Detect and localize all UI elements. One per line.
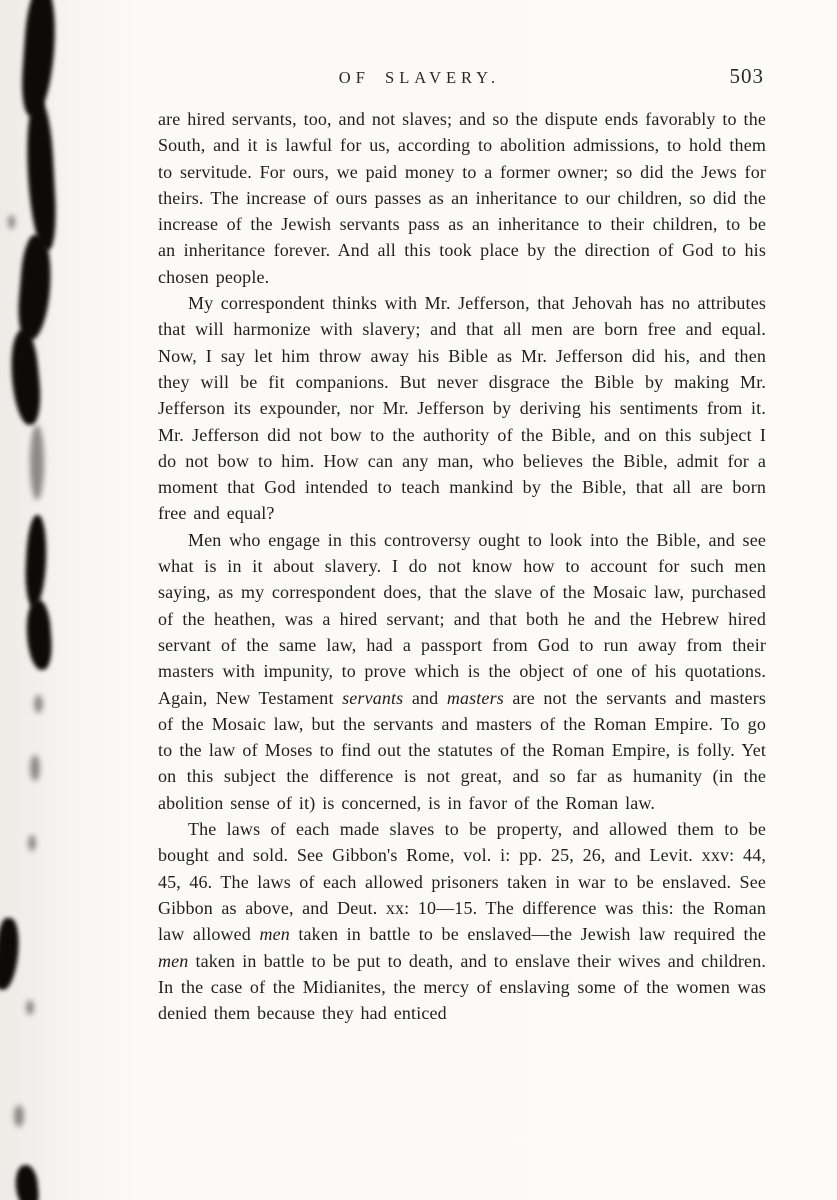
scan-artifact-strip <box>0 0 120 1200</box>
scan-smudge <box>20 0 59 117</box>
page-body <box>158 106 766 1026</box>
scan-smudge <box>34 695 43 713</box>
paragraph: My correspondent thinks with Mr. Jefferson, that Jehovah has no attributes that will harmonize with slavery; and that all men are born free and equal. Now, I say let him throw away his Bible as Mr. Jefferson did his, and then they will be fit companions. But never disgrace the Bible by making Mr. Jefferson its expounder, nor Mr. Jefferson by deriving his sentiments from it. Mr. Jefferson did not bow to the authority of the Bible, and on this subject I do not bow to him. How can any man, who believes the Bible, admit for a moment that God intended to teach mankind by the Bible, that all are born free and equal? <box>158 293 766 524</box>
page-header <box>158 64 766 92</box>
scan-smudge <box>8 215 15 229</box>
scan-smudge <box>0 917 22 991</box>
paragraph: are hired servants, too, and not slaves; and so the dispute ends favorably to the South, and it is lawful for us, according to abolition admissions, to hold them to servitude. For ours, we paid money to a former owner; so did the Jews for theirs. The increase of ours passes as an inheritance to our children, so did the increase of the Jewish servants pass as an inheritance to their children, to be an inheritance forever. And all this took place by the direction of God to his chosen people. <box>158 109 766 287</box>
scan-smudge <box>28 835 36 851</box>
scan-smudge <box>7 329 44 426</box>
scan-smudge <box>14 1105 24 1127</box>
running-title: OF SLAVERY. <box>338 68 501 87</box>
scan-smudge <box>24 515 49 608</box>
scan-smudge <box>30 755 40 781</box>
scan-smudge <box>14 1164 40 1200</box>
scan-smudge <box>24 99 58 250</box>
scan-smudge <box>26 1000 34 1015</box>
paragraph: The laws of each made slaves to be property, and allowed them to be bought and sold. See Gibbon's Rome, vol. i: pp. 25, 26, and Levit. xxv: 44, 45, 46. The laws of each allowed prisoners taken in war to be enslaved. See Gibbon as above, and Deut. xx: 10—15. The difference was this: the Roman law allowed men taken in battle to be enslaved—the Jewish law required the men taken in battle to be put to death, and to enslave their wives and children. In the case of the Midianites, the mercy of enslaving some of the women was denied them because they had enticed <box>158 819 766 1024</box>
scan-smudge <box>15 234 54 341</box>
paragraph: Men who engage in this controversy ought to look into the Bible, and see what is in it about slavery. I do not know how to account for such men saying, as my correspondent does, that the slave of the Mosaic law, purchased of the heathen, was a hired servant; and that both he and the Hebrew hired servant of the same law, had a passport from God to run away from their masters with impunity, to prove which is the object of one of his quotations. Again, New Testament servants and masters are not the servants and masters of the Mosaic law, but the servants and masters of the Roman Empire. To go to the law of Moses to find out the statutes of the Roman Empire, is folly. Yet on this subject the difference is not great, and so far as humanity (in the abolition sense of it) is concerned, is in favor of the Roman law. <box>158 529 766 813</box>
scan-smudge <box>25 599 54 671</box>
page-number: 503 <box>729 64 764 88</box>
scan-smudge <box>30 425 44 500</box>
